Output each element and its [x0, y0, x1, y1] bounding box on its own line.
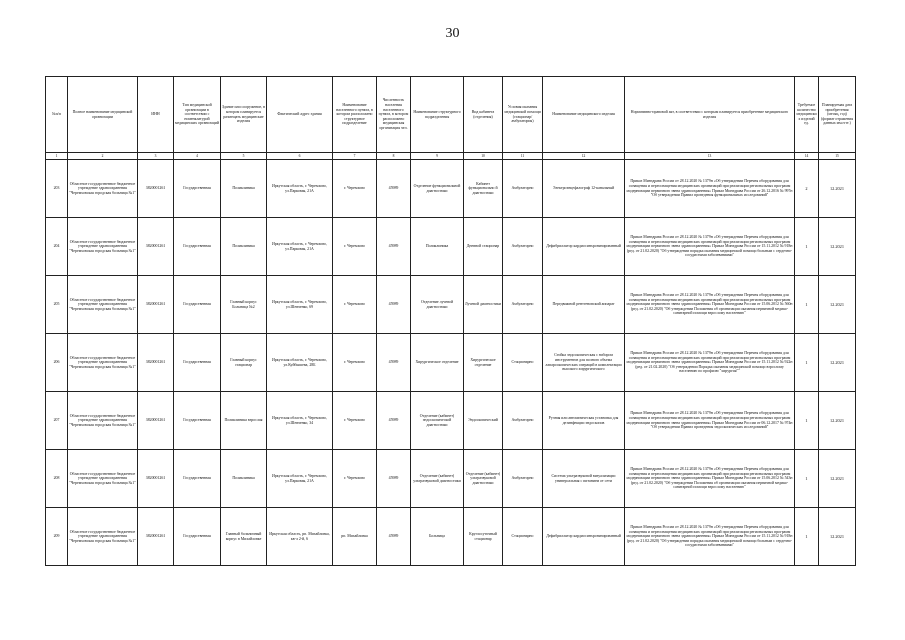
cell-building: Главный корпус Больница №2: [221, 276, 267, 334]
cell-type: Государственная: [174, 160, 221, 218]
cell-cabinet: Хирургическое отделение: [464, 334, 503, 392]
cell-quantity: 1: [795, 218, 819, 276]
cell-act: Приказ Минздрава России от 28.12.2020 № 1379н «Об утверждении Перечня оборудования для оснащения и переоснащения медицинских организаций при реализации региональных программ модернизации первичного звена здравоохранения» Приказ Минздрава России от 15.11.2012 № 918н (ред. от 21.02.2020) "Об утверждении порядка оказания медицинской помощи больным с сердечно-сосудистыми заболеваниями": [625, 508, 795, 566]
header-cell-date: Планируемая дата приобретения (месяц, год) (формат отражения данных мм.гггг.): [819, 77, 856, 153]
cell-conditions: Стационарно: [503, 334, 543, 392]
cell-device: Передвижной рентгеновский аппарат: [543, 276, 625, 334]
cell-org: Областное государственное бюджетное учреждение здравоохранения "Черемховская городская больница №1": [68, 508, 138, 566]
cell-quantity: 1: [795, 334, 819, 392]
cell-population: 45989: [377, 508, 411, 566]
cell-num: 209: [46, 508, 68, 566]
cell-settlement: г. Черемхово: [333, 450, 377, 508]
cell-device: Электроэнцефалограф 12-канальный: [543, 160, 625, 218]
cell-unit: Отделение (кабинет) ультразвуковой диагностики: [411, 450, 464, 508]
cell-type: Государственная: [174, 508, 221, 566]
cell-population: 45989: [377, 392, 411, 450]
cell-cabinet: Дневной стационар: [464, 218, 503, 276]
cell-conditions: Стационарно: [503, 508, 543, 566]
cell-date: 12.2021: [819, 392, 856, 450]
header-row: [46, 77, 856, 153]
cell-inn: 3820001261: [138, 392, 174, 450]
cell-conditions: Амбулаторно: [503, 218, 543, 276]
cell-building: Главный больничный корпус в Михайловке: [221, 508, 267, 566]
cell-num: 207: [46, 392, 68, 450]
cell-date: 12.2021: [819, 334, 856, 392]
cell-date: 12.2021: [819, 218, 856, 276]
cell-date: 12.2021: [819, 450, 856, 508]
cell-type: Государственная: [174, 334, 221, 392]
header-cell-act: Нормативно-правовой акт, в соответствии с которым планируется приобретение медицинского изделия: [625, 77, 795, 153]
cell-quantity: 1: [795, 276, 819, 334]
cell-unit: Отделение лучевой диагностики: [411, 276, 464, 334]
header-cell-num: №п/п: [46, 77, 68, 153]
cell-building: Главный корпус стационар: [221, 334, 267, 392]
cell-unit: Отделение (кабинет) эндоскопической диагностики: [411, 392, 464, 450]
cell-device: Дефибриллятор кардиосинхронизированный: [543, 508, 625, 566]
column-number: 7: [333, 153, 377, 160]
cell-type: Государственная: [174, 392, 221, 450]
cell-conditions: Амбулаторно: [503, 276, 543, 334]
cell-date: 12.2021: [819, 508, 856, 566]
cell-act: Приказ Минздрава России от 28.12.2020 № 1379н «Об утверждении Перечня оборудования для оснащения и переоснащения медицинских организаций при реализации региональных программ модернизации первичного звена здравоохранения» Приказ Минздрава России от 06.12.2017 № 974н "Об утверждении Правил проведения эндоскопических исследований": [625, 392, 795, 450]
column-number: 9: [411, 153, 464, 160]
header-cell-org: Полное наименование медицинской организации: [68, 77, 138, 153]
cell-org: Областное государственное бюджетное учреждение здравоохранения "Черемховская городская больница №1": [68, 160, 138, 218]
cell-act: Приказ Минздрава России от 28.12.2020 № 1379н «Об утверждении Перечня оборудования для оснащения и переоснащения медицинских организаций при реализации региональных программ модернизации первичного звена здравоохранения» Приказ Минздрава России от 26.12.2016 № 997н "Об утверждении Правил проведения функциональных исследований": [625, 160, 795, 218]
cell-inn: 3820001261: [138, 450, 174, 508]
column-number-row: [46, 153, 856, 160]
cell-address: Иркутская область, рп. Михайловка, кв-л 2-й, 6: [267, 508, 333, 566]
cell-device: Система ультразвуковой визуализации универсальная с питанием от сети: [543, 450, 625, 508]
cell-building: Поликлиника взрослая: [221, 392, 267, 450]
cell-unit: Отделение функциональной диагностики: [411, 160, 464, 218]
column-number: 5: [221, 153, 267, 160]
cell-building: Поликлиника: [221, 160, 267, 218]
cell-settlement: г. Черемхово: [333, 334, 377, 392]
cell-cabinet: Круглосуточный стационар: [464, 508, 503, 566]
cell-address: Иркутская область, г. Черемхово, ул.Шевченко, 69: [267, 276, 333, 334]
table-row: [46, 160, 856, 218]
cell-conditions: Амбулаторно: [503, 160, 543, 218]
cell-inn: 3820001261: [138, 508, 174, 566]
cell-settlement: г. Черемхово: [333, 276, 377, 334]
cell-address: Иркутская область, г. Черемхово, ул.Парковая, 21А: [267, 160, 333, 218]
cell-type: Государственная: [174, 450, 221, 508]
cell-unit: Поликлиника: [411, 218, 464, 276]
column-number: 10: [464, 153, 503, 160]
cell-date: 12.2021: [819, 160, 856, 218]
cell-device: Дефибриллятор кардиосинхронизированный: [543, 218, 625, 276]
cell-population: 45989: [377, 218, 411, 276]
table-row: [46, 508, 856, 566]
cell-type: Государственная: [174, 218, 221, 276]
header-cell-conditions: Условия оказания медицинской помощи (стационар/амбулатория): [503, 77, 543, 153]
column-number: 11: [503, 153, 543, 160]
cell-building: Поликлиника: [221, 218, 267, 276]
column-number: 8: [377, 153, 411, 160]
table-row: [46, 392, 856, 450]
cell-cabinet: Эндоскопический: [464, 392, 503, 450]
cell-org: Областное государственное бюджетное учреждение здравоохранения "Черемховская городская больница №1": [68, 218, 138, 276]
column-number: 1: [46, 153, 68, 160]
cell-act: Приказ Минздрава России от 28.12.2020 № 1379н «Об утверждении Перечня оборудования для оснащения и переоснащения медицинских организаций при реализации региональных программ модернизации первичного звена здравоохранения» Приказ Минздрава России от 15.11.2012 № 922н (ред. от 21.02.2020) "Об утверждении Порядка оказания медицинской помощи взрослому населению по профилю "хирургия"": [625, 334, 795, 392]
cell-date: 12.2021: [819, 276, 856, 334]
table-row: [46, 218, 856, 276]
cell-population: 45989: [377, 450, 411, 508]
column-number: 3: [138, 153, 174, 160]
cell-org: Областное государственное бюджетное учреждение здравоохранения "Черемховская городская больница №1": [68, 334, 138, 392]
header-cell-type: Тип медицинской организации в соответствии с номенклатурой медицинских организаций: [174, 77, 221, 153]
cell-quantity: 1: [795, 508, 819, 566]
cell-act: Приказ Минздрава России от 28.12.2020 № 1379н «Об утверждении Перечня оборудования для оснащения и переоснащения медицинских организаций при реализации региональных программ модернизации первичного звена здравоохранения» Приказ Минздрава России от 15.06.2012 № 560н (ред. от 21.02.2020) "Об утверждении Положения об организации оказания первичной медико-санитарной помощи взрослому населению": [625, 276, 795, 334]
cell-unit: Хирургическое отделение: [411, 334, 464, 392]
cell-address: Иркутская область, г. Черемхово, ул.Парковая, 21А: [267, 218, 333, 276]
table-row: [46, 450, 856, 508]
cell-inn: 3820001261: [138, 334, 174, 392]
cell-address: Иркутская область, г. Черемхово, ул.Шевченко, 34: [267, 392, 333, 450]
cell-address: Иркутская область, г. Черемхово, ул.Куйбышева, 28Б: [267, 334, 333, 392]
cell-num: 208: [46, 450, 68, 508]
header-cell-device: Наименование медицинского изделия: [543, 77, 625, 153]
column-number: 15: [819, 153, 856, 160]
cell-address: Иркутская область, г. Черемхово, ул.Парковая, 21А: [267, 450, 333, 508]
cell-settlement: г. Черемхово: [333, 218, 377, 276]
cell-settlement: г. Черемхово: [333, 160, 377, 218]
header-cell-population: Численность населения населенного пункта, в котором расположено медицинская организация чел.: [377, 77, 411, 153]
cell-type: Государственная: [174, 276, 221, 334]
column-number: 6: [267, 153, 333, 160]
cell-cabinet: Кабинет функционально й диагностики: [464, 160, 503, 218]
cell-settlement: рп. Михайловка: [333, 508, 377, 566]
header-cell-cabinet: Вид кабинета (отделения): [464, 77, 503, 153]
cell-device: Стойка эндоскопическая с набором инструментов для полного объема лапароскопических операций в комплектации высокого хирургического: [543, 334, 625, 392]
cell-inn: 3820001261: [138, 160, 174, 218]
registry-table: [45, 76, 856, 566]
cell-population: 45989: [377, 160, 411, 218]
cell-cabinet: Лучевой диагностики: [464, 276, 503, 334]
cell-unit: Больница: [411, 508, 464, 566]
cell-quantity: 1: [795, 392, 819, 450]
cell-org: Областное государственное бюджетное учреждение здравоохранения "Черемховская городская больница №1": [68, 450, 138, 508]
cell-conditions: Амбулаторно: [503, 392, 543, 450]
column-number: 12: [543, 153, 625, 160]
column-number: 13: [625, 153, 795, 160]
cell-settlement: г. Черемхово: [333, 392, 377, 450]
cell-building: Поликлиника: [221, 450, 267, 508]
cell-org: Областное государственное бюджетное учреждение здравоохранения "Черемховская городская больница №1": [68, 392, 138, 450]
cell-quantity: 2: [795, 160, 819, 218]
cell-inn: 3820001261: [138, 218, 174, 276]
table-row: [46, 276, 856, 334]
cell-population: 45989: [377, 334, 411, 392]
header-cell-building: Здание или сооружение, в котором планируется размещать медицинские изделия: [221, 77, 267, 153]
header-cell-inn: ИНН: [138, 77, 174, 153]
cell-quantity: 1: [795, 450, 819, 508]
header-cell-address: Фактический адрес здания: [267, 77, 333, 153]
cell-num: 205: [46, 276, 68, 334]
cell-population: 45989: [377, 276, 411, 334]
page-number: 30: [445, 26, 460, 41]
column-number: 4: [174, 153, 221, 160]
cell-num: 206: [46, 334, 68, 392]
cell-num: 203: [46, 160, 68, 218]
cell-act: Приказ Минздрава России от 28.12.2020 № 1379н «Об утверждении Перечня оборудования для оснащения и переоснащения медицинских организаций при реализации региональных программ модернизации первичного звена здравоохранения» Приказ Минздрава России от 15.11.2012 № 918н (ред. от 21.02.2020) "Об утверждении порядка оказания медицинской помощи больным с сердечно-сосудистыми заболеваниями": [625, 218, 795, 276]
cell-cabinet: Отделение (кабинет) ультразвуковой диагностики: [464, 450, 503, 508]
cell-org: Областное государственное бюджетное учреждение здравоохранения "Черемховская городская больница №1": [68, 276, 138, 334]
column-number: 14: [795, 153, 819, 160]
table-row: [46, 334, 856, 392]
header-cell-settlement: Наименование населенного пункта, в котором расположено структурное подразделение: [333, 77, 377, 153]
header-cell-quantity: Требуемое количество медицинских изделий ед.: [795, 77, 819, 153]
column-number: 2: [68, 153, 138, 160]
cell-inn: 3820001261: [138, 276, 174, 334]
cell-device: Ручная или автоматическая установка для дезинфекции эндоскопов: [543, 392, 625, 450]
cell-num: 204: [46, 218, 68, 276]
cell-conditions: Амбулаторно: [503, 450, 543, 508]
cell-act: Приказ Минздрава России от 28.12.2020 № 1379н «Об утверждении Перечня оборудования для оснащения и переоснащения медицинских организаций при реализации региональных программ модернизации первичного звена здравоохранения» Приказ Минздрава России от 15.06.2012 № 543н (ред. от 21.02.2020) "Об утверждении Положения об организации оказания первичной медико-санитарной помощи взрослому населению": [625, 450, 795, 508]
header-cell-unit: Наименование структурного подразделения: [411, 77, 464, 153]
